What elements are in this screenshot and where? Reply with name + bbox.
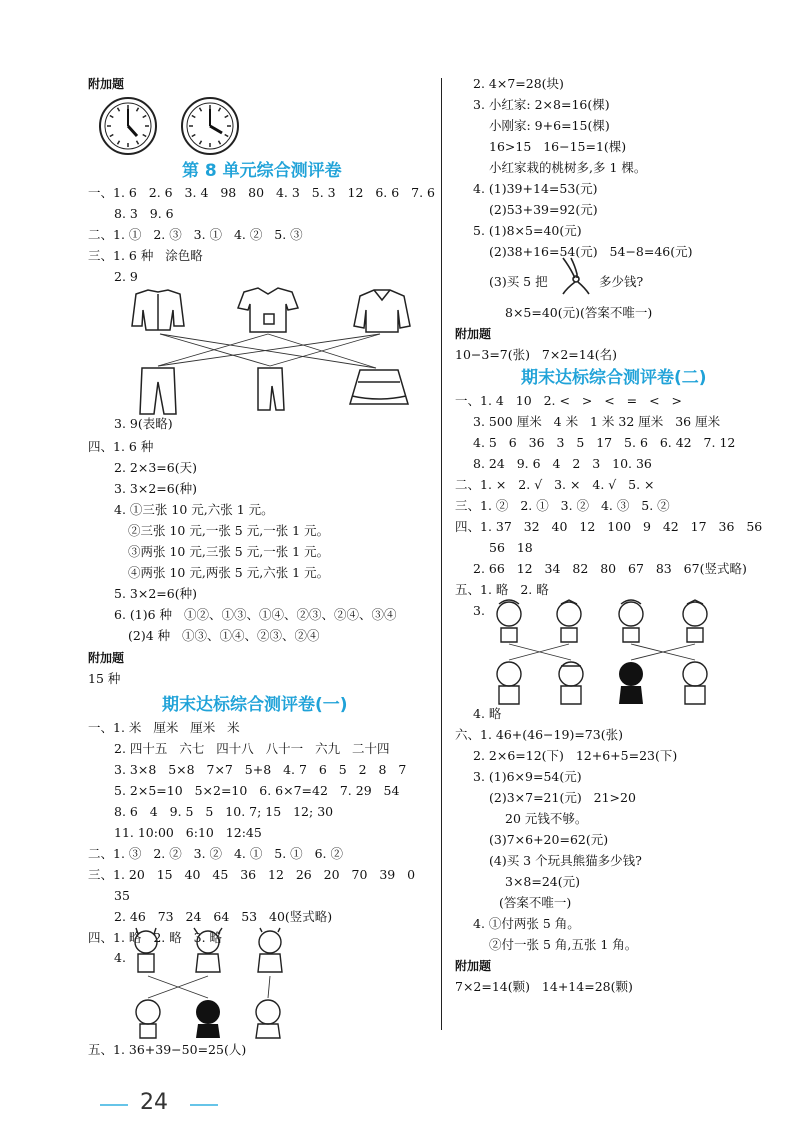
- answer-line: ④两张 10 元,两张 5 元,六张 1 元。: [128, 565, 330, 580]
- answer-line: 一、1. 4 10 2. < > < = < >: [455, 393, 682, 408]
- answer-line: 4. ①付两张 5 角。: [473, 916, 580, 931]
- appendix-label: 附加题: [88, 651, 125, 665]
- answer-line: 小红家栽的桃树多,多 1 棵。: [489, 160, 647, 175]
- answer-line: 六、1. 46+(46−19)=73(张): [455, 727, 623, 742]
- cartoon-matching-figure: [489, 600, 729, 704]
- answer-line: 8×5=40(元)(答案不唯一): [505, 305, 653, 320]
- answer-line: 2. 66 12 34 82 80 67 83 67(竖式略): [473, 561, 747, 576]
- answer-line: 2. 4×7=28(块): [473, 76, 564, 91]
- answer-line: ③两张 10 元,三张 5 元,一张 1 元。: [128, 544, 330, 559]
- page-number: 24: [140, 1090, 168, 1115]
- answer-line: 二、1. ① 2. ③ 3. ① 4. ② 5. ③: [88, 227, 303, 242]
- answer-line: 2. 2×3=6(天): [114, 460, 197, 475]
- answer-line: 5. 3×2=6(种): [114, 586, 197, 601]
- answer-line: 一、1. 6 2. 6 3. 4 98 80 4. 3 5. 3 12 6. 6 7. 6: [88, 185, 435, 200]
- clock-icon: [180, 96, 240, 156]
- answer-line: 10−3=7(张) 7×2=14(名): [455, 347, 617, 362]
- answer-line: (2)38+16=54(元) 54−8=46(元): [489, 244, 693, 259]
- page-footer: [100, 1090, 230, 1120]
- answer-line: 三、1. ② 2. ① 3. ② 4. ③ 5. ②: [455, 498, 670, 513]
- answer-line: 4. ①三张 10 元,六张 1 元。: [114, 502, 274, 517]
- answer-line: ②付一张 5 角,五张 1 角。: [489, 937, 638, 952]
- answer-line: 3. 9(表略): [114, 416, 173, 431]
- answer-line: 3. 小红家: 2×8=16(棵): [473, 97, 610, 112]
- answer-line: 2. 46 73 24 64 53 40(竖式略): [114, 909, 333, 924]
- clock-icon: [98, 96, 158, 156]
- answer-line: (4)买 3 个玩具熊猫多少钱?: [489, 853, 642, 868]
- answer-line: 一、1. 米 厘米 厘米 米: [88, 720, 240, 735]
- answer-line: 三、1. 6 种 涂色略: [88, 248, 203, 263]
- pliers-icon: [559, 256, 593, 296]
- answer-line: 20 元钱不够。: [505, 811, 588, 826]
- column-divider: [441, 78, 442, 1030]
- answer-line: 四、1. 37 32 40 12 100 9 42 17 36 56: [455, 519, 763, 534]
- answer-line: 三、1. 20 15 40 45 36 12 26 20 70 39 0: [88, 867, 416, 882]
- section-title: 期末达标综合测评卷(二): [521, 368, 707, 388]
- appendix-label: 附加题: [455, 327, 492, 341]
- answer-line: (2)3×7=21(元) 21>20: [489, 790, 636, 805]
- answer-line: 35: [114, 888, 130, 903]
- answer-line: 11. 10:00 6:10 12:45: [114, 825, 262, 840]
- answer-line: ②三张 10 元,一张 5 元,一张 1 元。: [128, 523, 330, 538]
- answer-line: 4. 略: [473, 706, 502, 721]
- answer-line: 5. (1)8×5=40(元): [473, 223, 582, 238]
- answer-line: 五、1. 略 2. 略: [455, 582, 549, 597]
- answer-line: 4. 5 6 36 3 5 17 5. 6 6. 42 7. 12: [473, 435, 736, 450]
- answer-line: 四、1. 6 种: [88, 439, 154, 454]
- answer-line: (2)4 种 ①③、①④、②③、②④: [128, 628, 320, 643]
- answer-line: 56 18: [489, 540, 533, 555]
- appendix-label: 附加题: [455, 959, 492, 973]
- answer-line: 3.: [473, 603, 485, 618]
- answer-line: 8. 6 4 9. 5 5 10. 7; 15 12; 30: [114, 804, 334, 819]
- section-title: 期末达标综合测评卷(一): [162, 695, 348, 715]
- appendix-label: 附加题: [88, 77, 125, 91]
- answer-line: 6. (1)6 种 ①②、①③、①④、②③、②④、③④: [114, 607, 397, 622]
- footer-rule: [190, 1104, 218, 1106]
- answer-line: 四、1. 略 2. 略 3. 略: [88, 930, 223, 945]
- section-title: 第 8 单元综合测评卷: [182, 161, 342, 181]
- answer-line: 二、1. ③ 2. ② 3. ② 4. ① 5. ① 6. ②: [88, 846, 343, 861]
- answer-line: 2. 9: [114, 269, 138, 284]
- answer-line: 4. (1)39+14=53(元): [473, 181, 598, 196]
- answer-line: (3)买 5 把: [489, 274, 548, 289]
- answer-line: 2. 2×6=12(下) 12+6+5=23(下): [473, 748, 678, 763]
- answer-line: 8. 3 9. 6: [114, 206, 174, 221]
- answer-line: 15 种: [88, 671, 121, 686]
- answer-line: 二、1. × 2. √ 3. × 4. √ 5. ×: [455, 477, 655, 492]
- answer-line: 5. 2×5=10 5×2=10 6. 6×7=42 7. 29 54: [114, 783, 400, 798]
- answer-line: 4.: [114, 950, 126, 965]
- answer-line: 3. 500 厘米 4 米 1 米 32 厘米 36 厘米: [473, 414, 721, 429]
- answer-line: 多少钱?: [599, 274, 644, 289]
- footer-rule: [100, 1104, 128, 1106]
- answer-line: (答案不唯一): [499, 895, 572, 910]
- answer-line: 3. 3×8 5×8 7×7 5+8 4. 7 6 5 2 8 7: [114, 762, 407, 777]
- clothing-matching-figure: [118, 286, 418, 416]
- answer-line: 7×2=14(颗) 14+14=28(颗): [455, 979, 633, 994]
- answer-line: (3)7×6+20=62(元): [489, 832, 609, 847]
- answer-line: 16>15 16−15=1(棵): [489, 139, 627, 154]
- answer-line: 3. (1)6×9=54(元): [473, 769, 582, 784]
- answer-line: 五、1. 36+39−50=25(人): [88, 1042, 247, 1057]
- answer-line: 2. 四十五 六七 四十八 八十一 六九 二十四: [114, 741, 390, 756]
- answer-line: 3. 3×2=6(种): [114, 481, 197, 496]
- answer-line: 8. 24 9. 6 4 2 3 10. 36: [473, 456, 652, 471]
- cartoon-matching-figure: [128, 928, 298, 1038]
- answer-line: (2)53+39=92(元): [489, 202, 598, 217]
- answer-line: 3×8=24(元): [505, 874, 581, 889]
- answer-line: 小刚家: 9+6=15(棵): [489, 118, 610, 133]
